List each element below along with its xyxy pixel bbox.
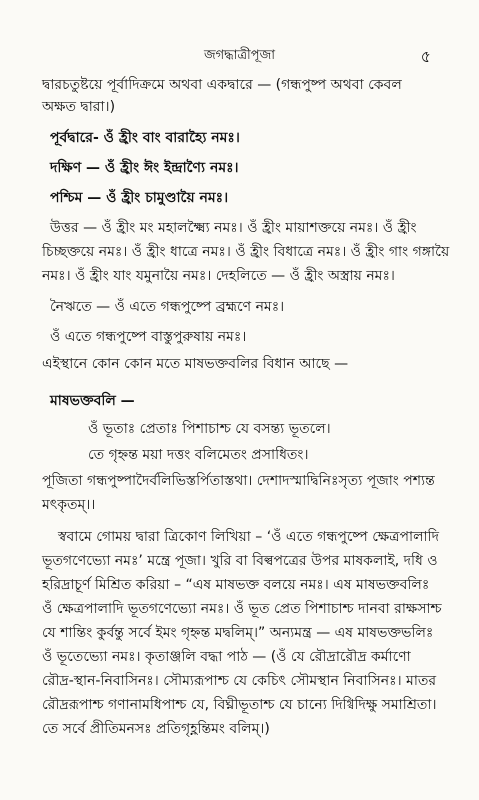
- text-line: ওঁ ক্ষেত্রপালাদি ভূতগণেভ্যো নমঃ। ওঁ ভূত প্রেত পিশাচাশ্চ দানবা রাক্ষসাশ্চ: [42, 601, 442, 617]
- text-line: রৌদ্ররূপাশ্চ গণানামধিপাশ্চ যে, বিঘ্নীভূতাশ্চ যে চান্যে দিগ্বিদিক্ষু সমাশ্রিতা।: [42, 697, 437, 713]
- text-line: ওঁ এতে গন্ধপুষ্পে বাস্তুপুরুষায় নমঃ।: [50, 329, 247, 345]
- text-line: এইস্থানে কোন কোন মতে মাষভক্তবলির বিধান আছে —: [42, 356, 349, 372]
- text-line: অক্ষত দ্বারা।): [42, 99, 116, 115]
- text-line: ওঁ ভূতেভ্যো নমঃ। কৃতাঞ্জলি বদ্ধা পাঠ — (ওঁ যে রৌদ্রারৌদ্র কর্মাণো: [42, 649, 411, 665]
- text-line: মৎকৃতম্।।: [42, 497, 96, 513]
- page-number: ৫: [420, 47, 431, 66]
- text-line: হরিদ্রাচূর্ণ মিশ্রিত করিয়া – “এষ মাষভক্ত বলয়ে নমঃ। এষ মাষভক্তবলিঃ: [42, 577, 430, 593]
- text-line: পশ্চিম — ওঁ হ্রীং চামুণ্ডায়ৈ নমঃ।: [50, 190, 229, 206]
- text-line: স্ববামে গোময় দ্বারা ত্রিকোণ লিখিয়া – ‘ওঁ এতে গন্ধপুষ্পে ক্ষেত্রপালাদি: [58, 529, 439, 545]
- text-line: পূজিতা গন্ধপুষ্পাদৈর্বলিভিস্তর্পিতাস্তথা। দেশাদস্মাদ্বিনিঃসৃত্য পূজাং পশ্যন্ত: [42, 473, 435, 489]
- text-line: নমঃ। ওঁ হ্রীং যাং যমুনায়ৈ নমঃ। দেহলিতে — ওঁ হ্রীং অস্ত্রায় নমঃ।: [42, 268, 395, 284]
- page-title: জগদ্ধাত্রীপূজা: [204, 48, 275, 63]
- text-line: উত্তর — ওঁ হ্রীং মং মহালক্ষ্ম্যৈ নমঃ। ওঁ হ্রীং মায়াশক্তয়ে নমঃ। ওঁ হ্রীং: [50, 220, 417, 236]
- text-line: রৌদ্র-স্থান-নিবাসিনঃ। সৌম্যরূপাশ্চ যে কেচিৎ সৌমস্থান নিবাসিনঃ। মাতর: [42, 673, 437, 689]
- text-line: তে সর্বে প্রীতিমনসঃ প্রতিগৃহ্ণন্তিমং বলিম্।): [42, 721, 270, 737]
- text-line: পূর্বদ্বারে- ওঁ হ্রীং বাং বারাহ্যৈ নমঃ।: [50, 130, 240, 146]
- verse-line: ওঁ ভূতাঃ প্রেতাঃ পিশাচাশ্চ যে বসন্ত্য ভূতলে।: [88, 421, 331, 437]
- text-line: নৈঋতে — ওঁ এতে গন্ধপুষ্পে ব্রহ্মণে নমঃ।: [50, 299, 285, 315]
- section-heading: মাষভক্তবলি —: [50, 393, 135, 409]
- text-line: দক্ষিণ — ওঁ হ্রীং ঈং ইন্দ্রাণ্যৈ নমঃ।: [50, 160, 239, 176]
- verse-line: তে গৃহ্নন্ত ময়া দত্তং বলিমেতং প্রসাধিতং।: [88, 447, 309, 463]
- text-line: ভূতগণেভ্যো নমঃ’ মন্ত্রে পূজা। খুরি বা বিল্বপত্রের উপর মাষকলাই, দধি ও: [42, 553, 438, 569]
- text-line: চিচ্ছক্তয়ে নমঃ। ওঁ হ্রীং ধাত্রে নমঃ। ওঁ হ্রীং বিধাত্রে নমঃ। ওঁ হ্রীং গাং গঙ্গায়ৈ: [42, 244, 450, 260]
- text-line: দ্বারচতুষ্টয়ে পূর্বাদিক্রমে অথবা একদ্বারে — (গন্ধপুষ্প অথবা কেবল: [42, 77, 402, 93]
- text-line: যে শান্তিং কুর্বন্তু সর্বে ইমং গৃহ্নন্ত মদ্বলিম্।” অন্যমন্ত্র — এষ মাষভক্তভলিঃ: [42, 625, 434, 641]
